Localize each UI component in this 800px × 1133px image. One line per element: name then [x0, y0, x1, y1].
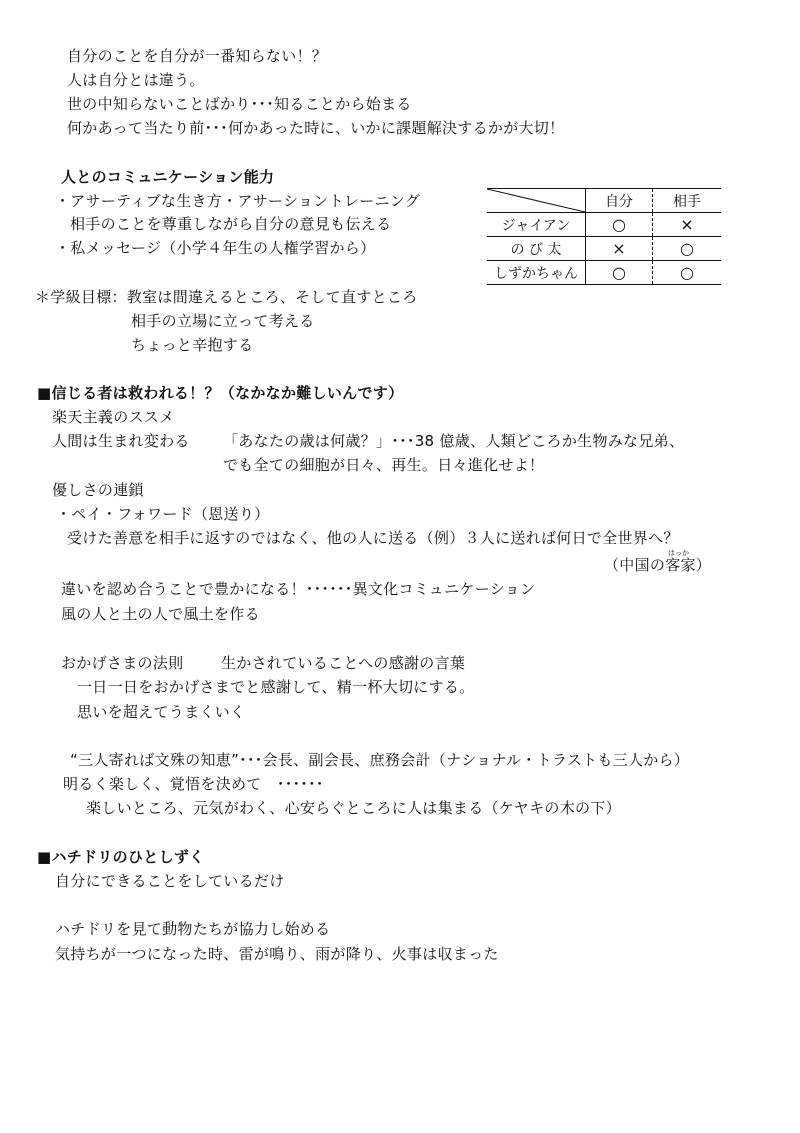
believe-line-4: 優しさの連鎖 [52, 481, 144, 499]
believe-line-10b: 生かされていることへの感謝の言葉 [221, 654, 466, 672]
intro-line-4: 何かあって当たり前･･･何かあった時に、いかに課題解決するかが大切！ [67, 119, 565, 137]
table-corner-cell [487, 189, 586, 213]
class-goal-line-2: 相手の立場に立って考える [131, 312, 315, 330]
row-other-mark: ○ [680, 263, 694, 282]
intro-line-1: 自分のことを自分が一番知らない！？ [67, 47, 328, 65]
comparison-table [487, 188, 721, 285]
row-self-mark: ○ [586, 213, 653, 237]
believe-line-10a: おかげさまの法則 [61, 654, 184, 672]
hummingbird-line-2: ハチドリを見て動物たちが協力し始める [55, 920, 331, 938]
believe-heading: ■信じる者は救われる！？（なかなか難しいんです） [37, 384, 404, 402]
class-goal-line-1: ＊学級目標：教室は間違えるところ、そして直すところ [35, 288, 418, 306]
believe-line-2b: 「あなたの歳は何歳？」･･･38 億歳、人類どころか生物みな兄弟、 [223, 432, 685, 450]
believe-line-5: ・ペイ・フォワード（恩送り） [56, 505, 270, 523]
believe-line-13: “三人寄れば文殊の知恵”･･･会長、副会長、庶務会計（ナショナル・トラストも三人から） [70, 751, 690, 769]
hummingbird-line-3: 気持ちが一つになった時、雷が鳴り、雨が降り、火事は収まった [55, 945, 499, 963]
believe-line-9: 風の人と土の人で風土を作る [61, 605, 260, 623]
table-row [487, 213, 721, 237]
communication-heading: 人とのコミュニケーション能力 [61, 168, 275, 186]
believe-line-6: 受けた善意を相手に返すのではなく、他の人に送る（例）３人に送れば何日で全世界へ？ [67, 529, 679, 547]
class-goal-line-3: ちょっと辛抱する [131, 336, 254, 354]
row-name: の び 太 [487, 237, 586, 261]
believe-line-1: 楽天主義のススメ [52, 408, 175, 426]
row-other-mark: ○ [680, 239, 694, 258]
believe-line-12: 思いを超えてうまくいく [77, 703, 246, 721]
believe-line-15: 楽しいところ、元気がわく、心安らぐところに人は集まる（ケヤキの木の下） [86, 799, 621, 817]
diagonal-line [487, 189, 585, 212]
believe-line-2a: 人間は生まれ変わる [52, 432, 190, 450]
believe-line-8: 違いを認め合うことで豊かになる！･･････異文化コミュニケーション [61, 580, 536, 598]
header-other: 相手 [673, 193, 701, 210]
hummingbird-line-1: 自分にできることをしているだけ [55, 872, 285, 890]
row-self-mark: × [586, 237, 653, 261]
communication-item-2: ・私メッセージ（小学４年生の人権学習から） [55, 239, 376, 257]
believe-line-14: 明るく楽しく、覚悟を決めて ･･････ [63, 775, 324, 793]
communication-item-1: ・アサーティブな生き方・アサーショントレーニング [55, 192, 421, 210]
believe-line-11: 一日一日をおかげさまでと感謝して、精一杯大切にする。 [77, 678, 475, 696]
row-other-mark: × [680, 215, 694, 234]
believe-line-7: （中国の客家） [604, 556, 712, 574]
row-name: ジャイアン [487, 213, 586, 237]
hummingbird-heading: ■ハチドリのひとしずく [37, 848, 205, 866]
table-row [487, 261, 721, 285]
communication-item-1-sub: 相手のことを尊重しながら自分の意見も伝える [70, 215, 392, 233]
row-self-mark: ○ [586, 261, 653, 285]
header-self: 自分 [586, 189, 653, 213]
believe-line-3: でも全ての細胞が日々、再生。日々進化せよ！ [223, 456, 545, 474]
row-name: しずかちゃん [487, 261, 586, 285]
intro-line-2: 人は自分とは違う。 [67, 71, 205, 89]
ruby-hakka: はっか [668, 549, 689, 557]
table-header-row [487, 189, 721, 213]
intro-line-3: 世の中知らないことばかり･･･知ることから始まる [67, 95, 412, 113]
table-row [487, 237, 721, 261]
